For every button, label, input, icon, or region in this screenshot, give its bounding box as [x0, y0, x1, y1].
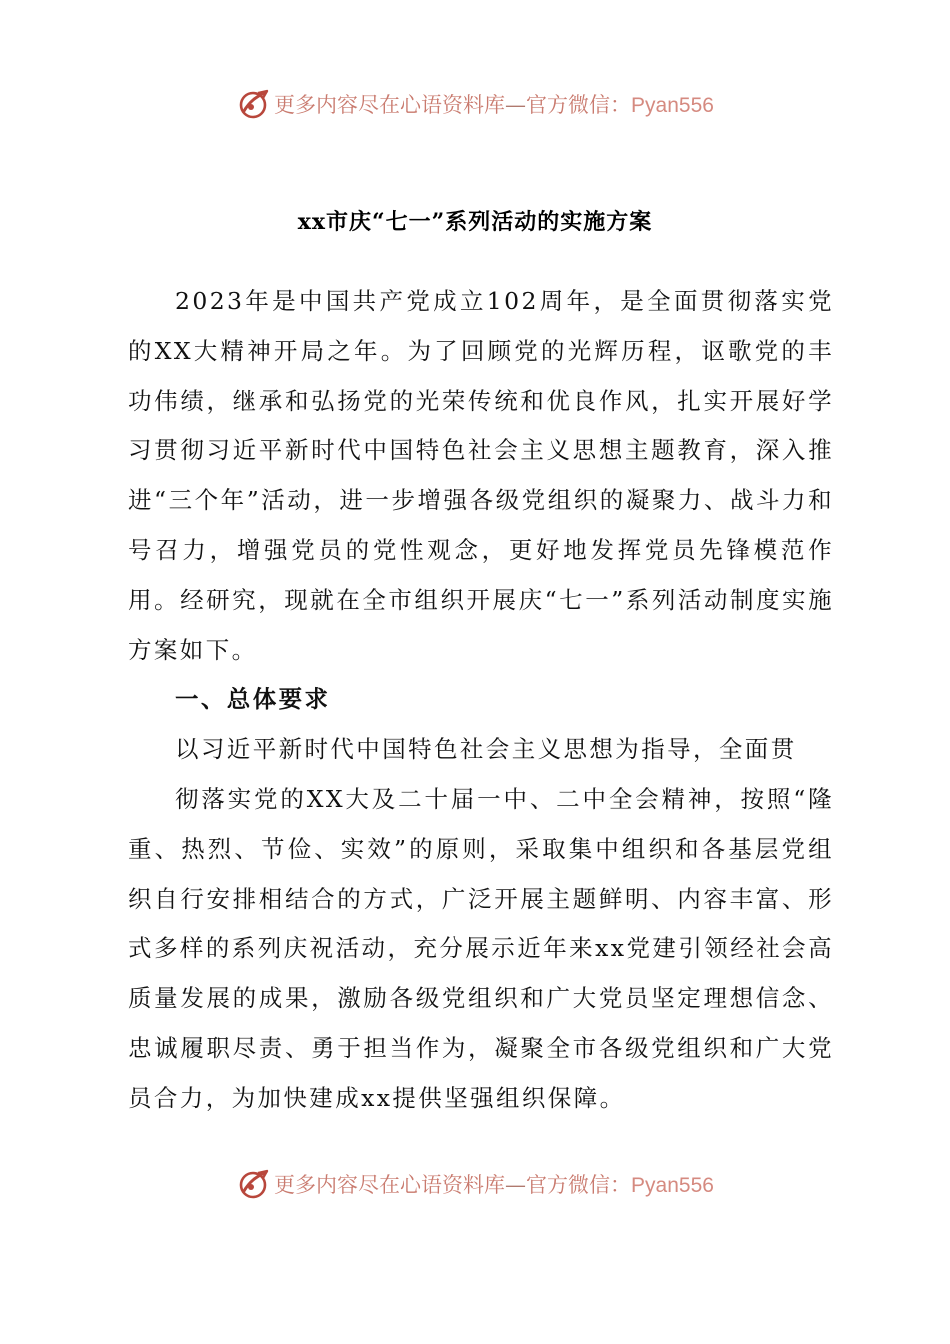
section-paragraph: 彻落实党的XX大及二十届一中、二中全会精神，按照“隆重、热烈、节俭、实效”的原则，采取集中组织和各基层党组织自行安排相结合的方式，广泛开展主题鲜明、内容丰富、形式多样的系列庆祝活动，充分展示近年来xx党建引领经社会高质量发展的成果，激励各级党组织和广大党员坚定理想信念、忠诚履职尽责、勇于担当作为，凝聚全市各级党组织和广大党员合力，为加快建成xx提供坚强组织保障。 — [128, 784, 834, 1112]
section-paragraph-line: 以习近平新时代中国特色社会主义思想为指导，全面贯 — [175, 735, 797, 764]
watermark-text — [274, 1169, 714, 1199]
brand-logo-icon — [236, 87, 270, 121]
watermark-site: 更多内容尽在心语资料库 — [274, 93, 506, 117]
document-title: xx市庆“七一”系列活动的实施方案 — [297, 209, 653, 235]
watermark-separator: — — [505, 93, 527, 117]
watermark-site: 更多内容尽在心语资料库 — [274, 1173, 506, 1197]
watermark-header — [0, 84, 950, 124]
document-body — [128, 277, 834, 1124]
watermark-label: 官方微信： — [526, 1173, 632, 1197]
watermark-handle: Pyan556 — [631, 1174, 714, 1197]
brand-logo-icon — [236, 1167, 270, 1201]
watermark-separator: — — [505, 1173, 527, 1197]
intro-paragraph: 2023年是中国共产党成立102周年，是全面贯彻落实党的XX大精神开局之年。为了回顾党的光辉历程，讴歌党的丰功伟绩，继承和弘扬党的光荣传统和优良作风，扎实开展好学习贯彻习近平新时代中国特色社会主义思想主题教育，深入推进“三个年”活动，进一步增强各级党组织的凝聚力、战斗力和号召力，增强党员的党性观念，更好地发挥党员先锋模范作用。经研究，现就在全市组织开展庆“七一”系列活动制度实施方案如下。 — [128, 287, 834, 664]
watermark-handle: Pyan556 — [631, 94, 714, 117]
watermark-text — [274, 89, 714, 119]
section-heading: 一、总体要求 — [175, 685, 331, 714]
watermark-footer — [0, 1164, 950, 1204]
watermark-label: 官方微信： — [526, 93, 632, 117]
